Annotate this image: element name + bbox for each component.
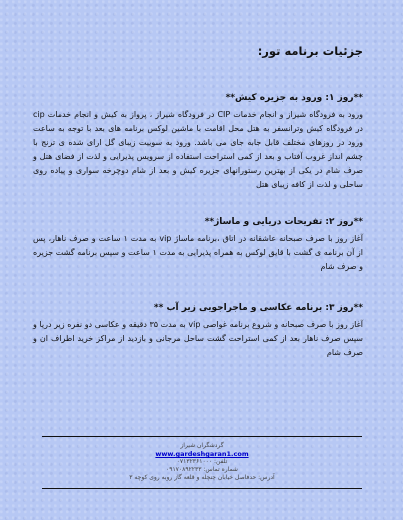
day-1-section (33, 93, 363, 192)
page-title: جزئیات برنامه تور: (257, 44, 363, 58)
footer-bottom-divider (42, 488, 362, 489)
day-2-heading: **روز ۲: تفریحات دریایی و ماساژ** (204, 217, 363, 227)
day-2-text: آغاز روز با صرف صبحانه عاشقانه در اتاق ،برنامه ماساژ vip به مدت ۱ ساعت و صرف ناهار، پس از آن برنامه ی گشت با قایق لوکس به همراه پذیرایی به مدت ۱ ساعت و سپس برنامه گشت جزیره و صرف شام (33, 234, 363, 271)
day-1-heading: **روز ۱: ورود به جزیره کیش** (225, 93, 363, 103)
day-1-text: ورود به فرودگاه شیراز و انجام خدمات CIP در فرودگاه شیراز ، پرواز به کیش و انجام خدمات cip در فرودگاه کیش وترانسفر به هتل محل اقامت با ماشین لوکس برنامه های بعد با توجه به ساعت ورود در روزهای مختلف قابل جابه جای می باشد. ورود به سوییت زیبای گل ارای شده ی ترنج با چشم انداز غروب آفتاب و بعد از کمی استراحت استفاده از سرویس پذیرایی و لذت از فضای هتل و صرف شام در یکی از بهترین رستورانهای جزیره کیش و بعد از شام دوچرخه سواری و پیاده روی ساحلی و لذت از کافه زیبای هتل (33, 110, 364, 189)
day-3-text: آغاز روز با صرف صبحانه و شروع برنامه غواصی vip به مدت ۳۵ دقیقه و عکاسی دو نفره زیر دریا و سپس صرف ناهار بعد از کمی استراحت گشت ساحل مرجانی و بازدید از مراکز خرید اطراف ان و صرف شام (33, 320, 363, 357)
footer-top-divider (42, 436, 362, 437)
footer-company: گردشگران شیراز (180, 442, 224, 449)
day-3-heading: **روز ۳: برنامه عکاسی و ماجراجویی زیر آب ** (153, 303, 363, 313)
footer-phone: تلفن: ۰۷۱۳۲۳۶۱۰۰۰ (176, 458, 228, 465)
footer-address: آدرس: حدفاصل خیابان چنچله و قلعه گاز روبه روی کوچه ۳ (129, 474, 275, 481)
footer (42, 442, 362, 482)
day-3-section (33, 303, 363, 360)
footer-mobile: شماره تماس: ۰۹۱۷۰۸۹۲۲۳۳ (166, 466, 238, 473)
day-2-section (33, 217, 363, 274)
footer-website-link[interactable]: www.gardeshgaran1.com (155, 450, 249, 458)
